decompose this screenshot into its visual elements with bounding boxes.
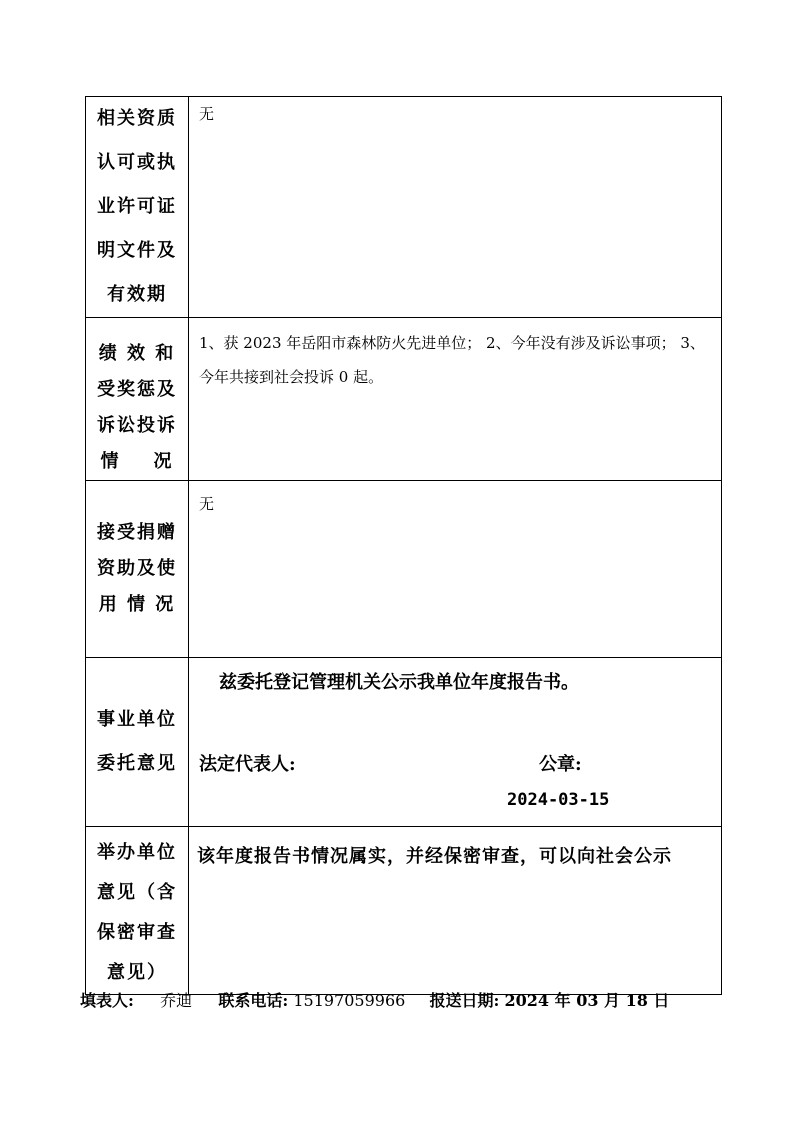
- performance-row: [86, 318, 722, 481]
- filler-name: 乔迪: [160, 991, 193, 1010]
- form-footer: [80, 988, 669, 1011]
- performance-content: 1、获 2023 年岳阳市森林防火先进单位； 2、今年没有涉及诉讼事项； 3、今年共接到社会投诉 0 起。: [199, 334, 705, 386]
- donation-row: [86, 481, 722, 658]
- sponsor-label: 举办单位 意见（含 保密审查 意见）: [86, 827, 189, 995]
- donation-label: 接受捐赠 资助及使 用 情 况: [86, 481, 189, 658]
- qualification-content-cell: [189, 97, 722, 318]
- qualification-label: 相关资质 认可或执 业许可证 明文件及 有效期: [86, 97, 189, 318]
- donation-content-cell: [189, 481, 722, 658]
- phone-value: 15197059966: [293, 991, 406, 1010]
- annual-report-table: [85, 96, 722, 995]
- seal-label: 公章:: [539, 754, 582, 775]
- entrust-date: 2024-03-15: [507, 790, 610, 810]
- report-date-value: 2024 年 03 月 18 日: [504, 991, 670, 1010]
- qualification-content: 无: [199, 105, 215, 123]
- entrust-content-cell: [189, 658, 722, 827]
- sponsor-row: [86, 827, 722, 995]
- filler-label: 填表人:: [80, 991, 134, 1010]
- sponsor-content: 该年度报告书情况属实，并经保密审查，可以向社会公示: [197, 846, 672, 867]
- qualification-row: [86, 97, 722, 318]
- performance-content-cell: [189, 318, 722, 481]
- entrust-statement: 兹委托登记管理机关公示我单位年度报告书。: [219, 672, 579, 693]
- entrust-row: [86, 658, 722, 827]
- performance-label: 绩 效 和 受奖惩及 诉讼投诉 情 况: [86, 318, 189, 481]
- entrust-label: 事业单位 委托意见: [86, 658, 189, 827]
- sponsor-content-cell: [189, 827, 722, 995]
- legal-representative-label: 法定代表人:: [199, 754, 296, 775]
- donation-content: 无: [199, 495, 215, 513]
- report-date-label: 报送日期:: [429, 991, 500, 1010]
- phone-label: 联系电话:: [218, 991, 289, 1010]
